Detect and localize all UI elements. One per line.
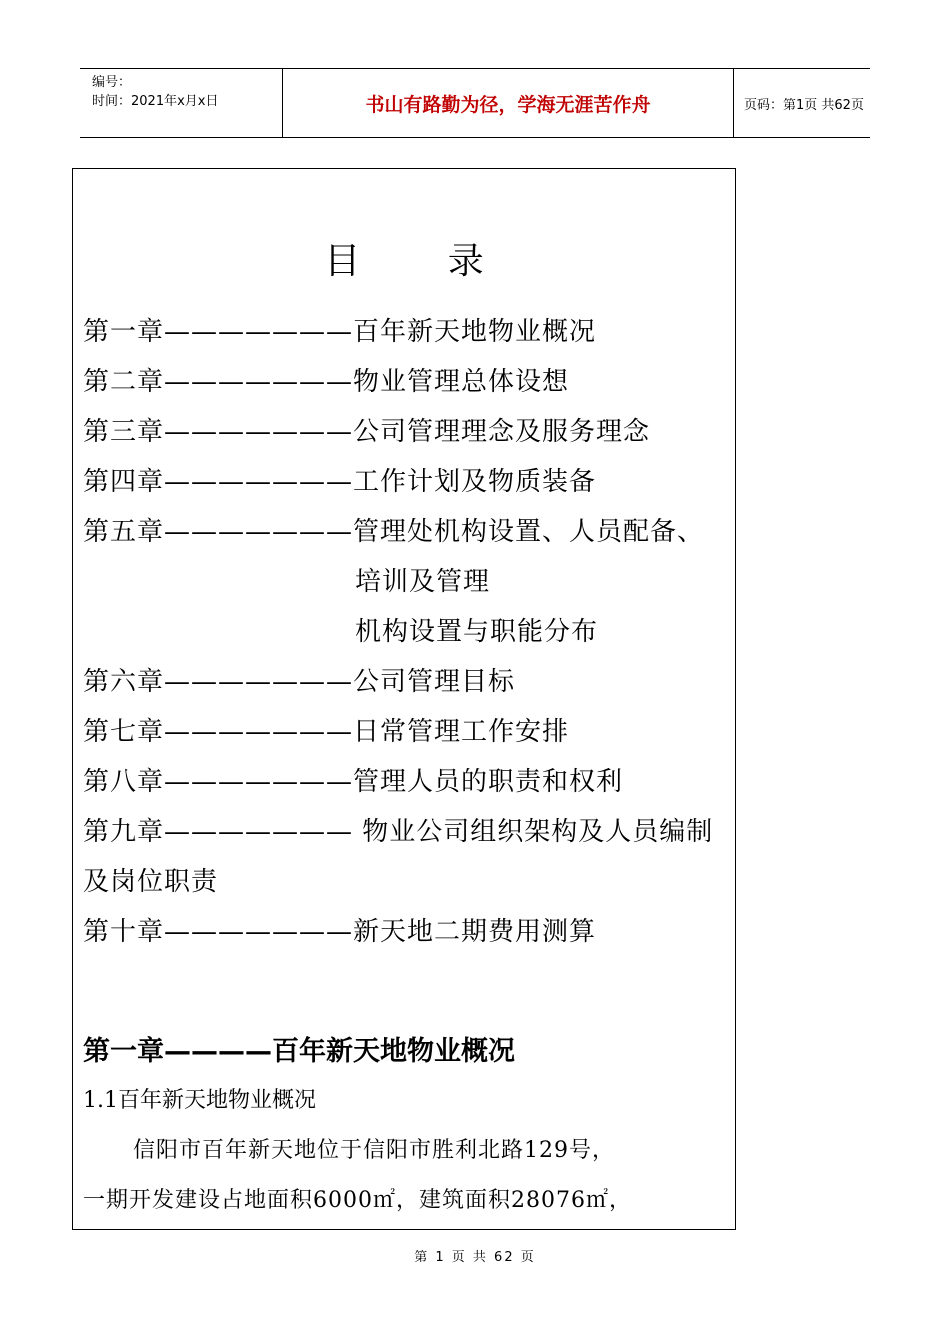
paragraph-line: 一期开发建设占地面积6000㎡，建筑面积28076㎡， [83, 1188, 632, 1213]
toc-item: 第九章——————— 物业公司组织架构及人员编制 [83, 817, 714, 847]
toc-item-continuation: 及岗位职责 [83, 867, 219, 897]
toc-item: 第七章———————日常管理工作安排 [83, 717, 570, 747]
section-title: 1.1百年新天地物业概况 [83, 1088, 316, 1113]
document-number-label: 编号： [92, 75, 132, 90]
chapter-heading: 第一章————百年新天地物业概况 [83, 1036, 515, 1067]
toc-item: 第六章———————公司管理目标 [83, 667, 516, 697]
toc-item: 第十章———————新天地二期费用测算 [83, 917, 597, 947]
document-time-label: 时间：2021年x月x日 [92, 94, 219, 109]
toc-item: 第五章———————管理处机构设置、人员配备、 [83, 517, 705, 547]
page-footer: 第 1 页 共 62 页 [414, 1250, 536, 1265]
toc-item: 第一章———————百年新天地物业概况 [83, 317, 597, 347]
toc-item: 第八章———————管理人员的职责和权利 [83, 767, 624, 797]
toc-item-continuation: 机构设置与职能分布 [355, 617, 599, 647]
toc-item-continuation: 培训及管理 [355, 567, 491, 597]
toc-item: 第三章———————公司管理理念及服务理念 [83, 417, 651, 447]
header-meta [80, 69, 282, 137]
header-page-info: 页码：第1页 共62页 [744, 97, 864, 113]
page-header [80, 68, 870, 138]
toc-item: 第二章———————物业管理总体设想 [83, 367, 570, 397]
toc-title: 目 录 [324, 241, 522, 282]
content-frame [72, 168, 736, 1230]
toc-item: 第四章———————工作计划及物质装备 [83, 467, 597, 497]
paragraph-line: 信阳市百年新天地位于信阳市胜利北路129号， [133, 1138, 615, 1163]
table-of-contents [83, 307, 733, 957]
header-motto: 书山有路勤为径，学海无涯苦作舟 [282, 69, 734, 137]
